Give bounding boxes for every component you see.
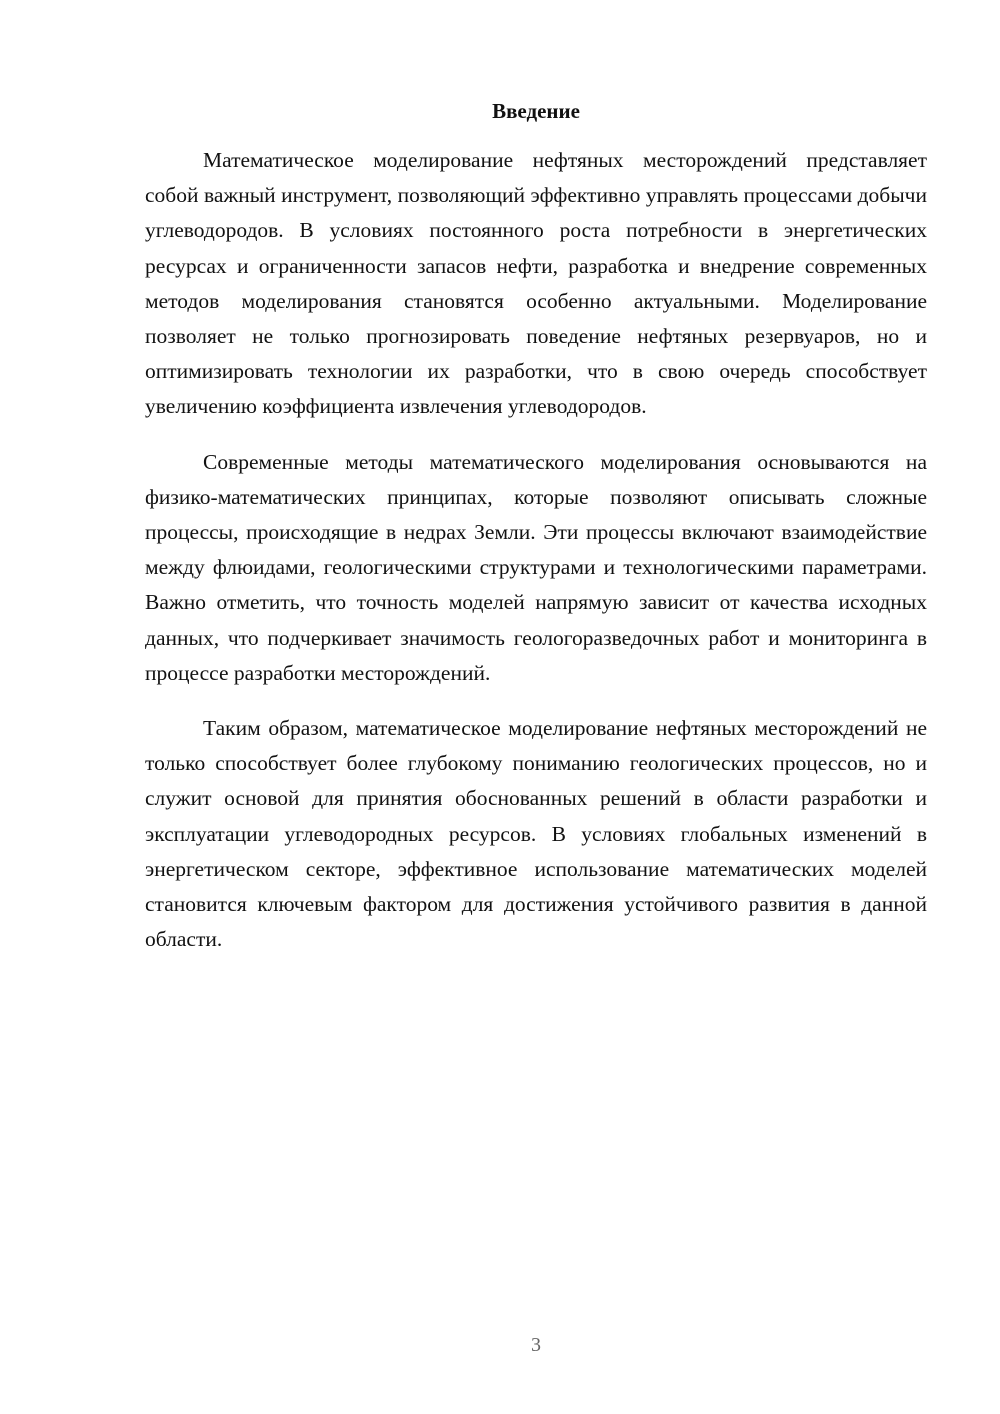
paragraph: Математическое моделирование нефтяных месторождений представляет собой важный инструмент, позволяющий эффективно управлять процессами добычи углеводородов. В условиях постоянного роста потребности в энергетических ресурсах и ограниченности запасов нефти, разработка и внедрение современных методов моделирования становятся особенно актуальными. Моделирование позволяет не только прогнозировать поведение нефтяных резервуаров, но и оптимизировать технологии их разработки, что в свою очередь способствует увеличению коэффициента извлечения углеводородов. <box>145 148 927 419</box>
page-number: 3 <box>531 1334 541 1356</box>
section-heading: Введение <box>492 99 580 123</box>
body-text <box>145 143 927 977</box>
paragraph: Таким образом, математическое моделирование нефтяных месторождений не только способствует более глубокому пониманию геологических процессов, но и служит основой для принятия обоснованных решений в области разработки и эксплуатации углеводородных ресурсов. В условиях глобальных изменений в энергетическом секторе, эффективное использование математических моделей становится ключевым фактором для достижения устойчивого развития в данной области. <box>145 716 927 952</box>
paragraph: Современные методы математического моделирования основываются на физико-математических принципах, которые позволяют описывать сложные процессы, происходящие в недрах Земли. Эти процессы включают взаимодействие между флюидами, геологическими структурами и технологическими параметрами. Важно отметить, что точность моделей напрямую зависит от качества исходных данных, что подчеркивает значимость геологоразведочных работ и мониторинга в процессе разработки месторождений. <box>145 449 927 685</box>
